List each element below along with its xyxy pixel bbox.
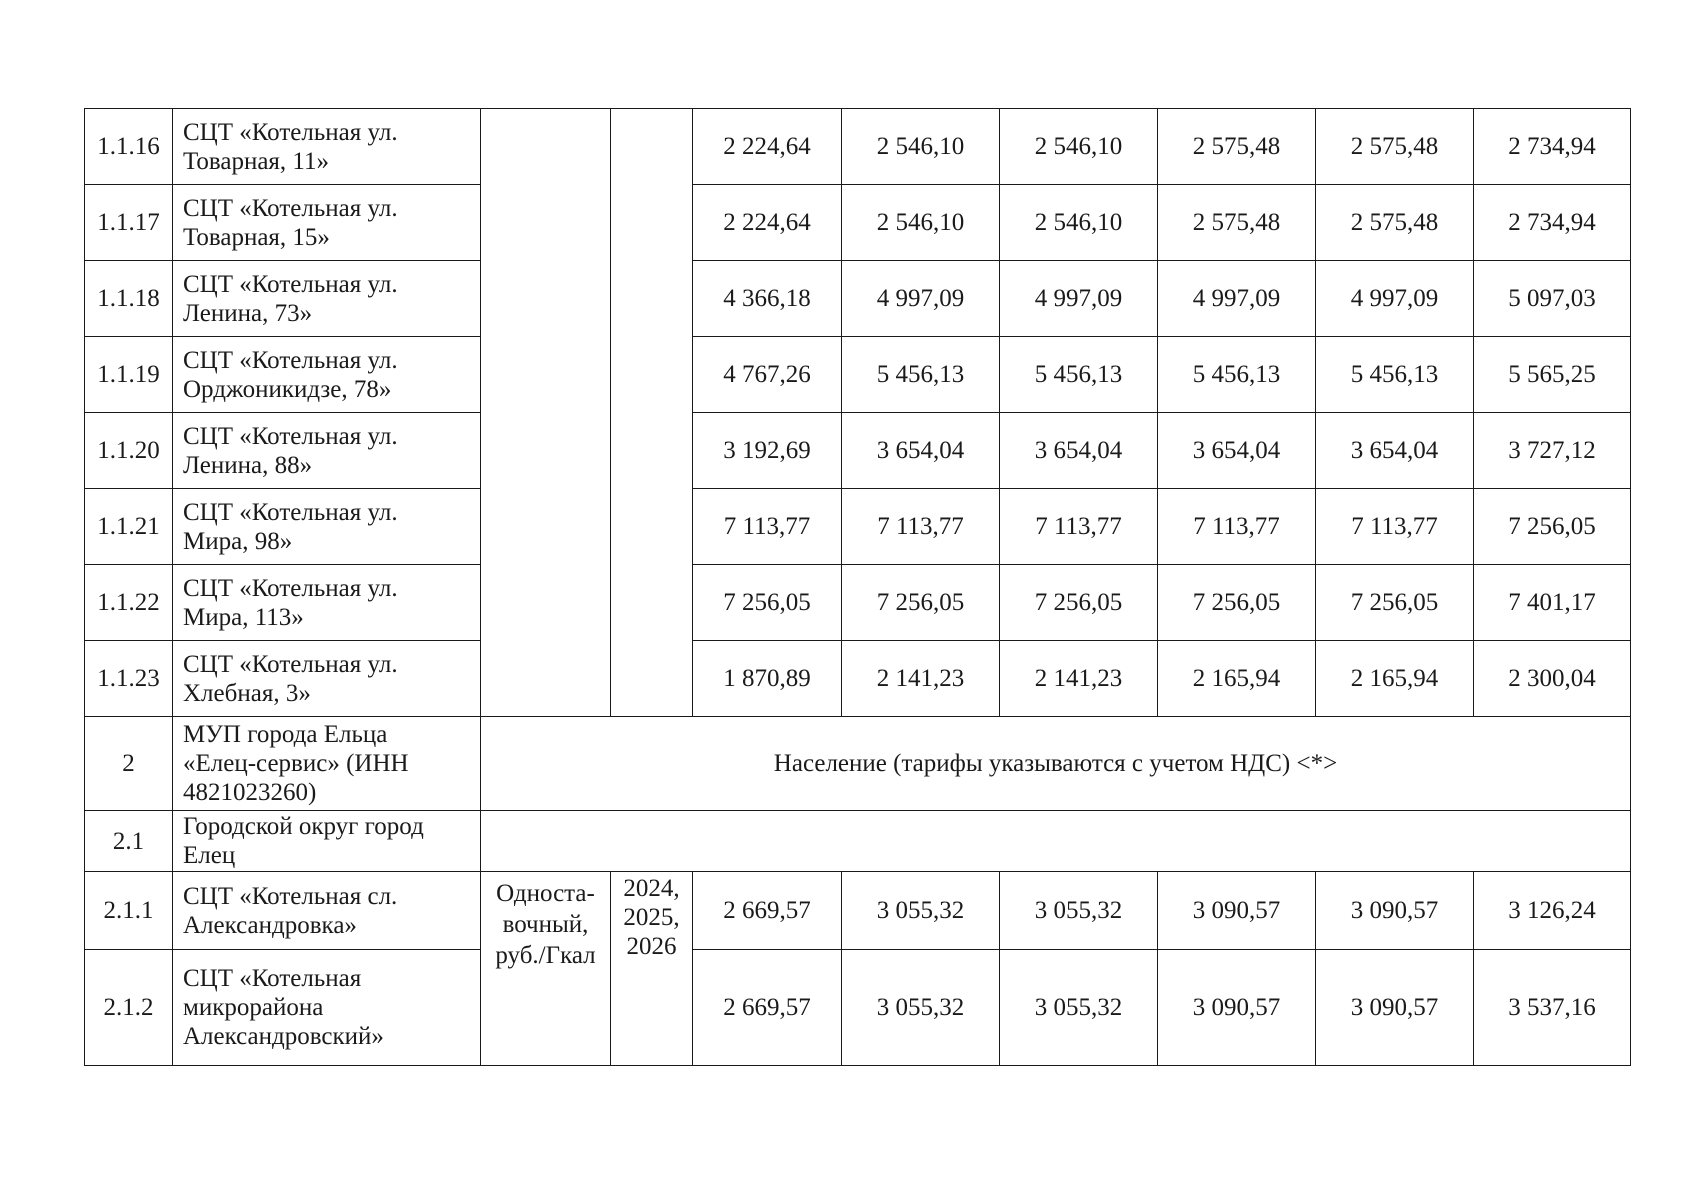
population-note: Население (тарифы указываются с учетом НДС) <*> [481, 717, 1631, 811]
tariff-value: 2 165,94 [1158, 641, 1316, 717]
tariff-value: 7 256,05 [693, 565, 842, 641]
tariff-value: 2 546,10 [842, 185, 1000, 261]
tariff-value: 3 654,04 [1158, 413, 1316, 489]
tariff-value: 4 366,18 [693, 261, 842, 337]
table-row [85, 261, 1631, 337]
tariff-value: 1 870,89 [693, 641, 842, 717]
tariff-value: 4 997,09 [1000, 261, 1158, 337]
table-row [85, 565, 1631, 641]
row-name: СЦТ «Котельная ул. Мира, 113» [173, 565, 481, 641]
tariff-value: 4 997,09 [1158, 261, 1316, 337]
tariff-value: 3 055,32 [1000, 872, 1158, 950]
tariff-value: 2 669,57 [693, 950, 842, 1066]
tariff-value: 3 126,24 [1474, 872, 1631, 950]
row-number: 1.1.23 [85, 641, 173, 717]
tariff-value: 5 456,13 [1000, 337, 1158, 413]
row-name: СЦТ «Котельная ул. Ленина, 73» [173, 261, 481, 337]
tariff-value: 3 537,16 [1474, 950, 1631, 1066]
tariff-value: 4 767,26 [693, 337, 842, 413]
table-row [85, 413, 1631, 489]
tariff-table [84, 108, 1631, 1066]
tariff-value: 3 055,32 [842, 950, 1000, 1066]
tariff-value: 3 055,32 [1000, 950, 1158, 1066]
table-row [85, 641, 1631, 717]
row-number: 2.1.1 [85, 872, 173, 950]
tariff-value: 2 734,94 [1474, 109, 1631, 185]
district-empty [481, 811, 1631, 872]
tariff-value: 3 055,32 [842, 872, 1000, 950]
row-number: 1.1.21 [85, 489, 173, 565]
tariff-value: 5 456,13 [1316, 337, 1474, 413]
table-row-organization [85, 717, 1631, 811]
row-number: 1.1.18 [85, 261, 173, 337]
tariff-value: 5 456,13 [842, 337, 1000, 413]
tariff-value: 7 113,77 [1000, 489, 1158, 565]
tariff-value: 7 401,17 [1474, 565, 1631, 641]
tariff-value: 2 546,10 [1000, 185, 1158, 261]
tariff-value: 3 654,04 [1000, 413, 1158, 489]
tariff-value: 5 097,03 [1474, 261, 1631, 337]
tariff-value: 3 192,69 [693, 413, 842, 489]
row-name: СЦТ «Котельная ул. Мира, 98» [173, 489, 481, 565]
row-number: 2.1.2 [85, 950, 173, 1066]
tariff-value: 2 224,64 [693, 185, 842, 261]
row-number: 1.1.20 [85, 413, 173, 489]
tariff-value: 5 565,25 [1474, 337, 1631, 413]
tariff-value: 7 113,77 [842, 489, 1000, 565]
tariff-value: 2 546,10 [842, 109, 1000, 185]
tariff-value: 7 256,05 [1158, 565, 1316, 641]
tariff-value: 7 113,77 [1316, 489, 1474, 565]
table-row [85, 337, 1631, 413]
tariff-value: 2 141,23 [1000, 641, 1158, 717]
tariff-value: 2 224,64 [693, 109, 842, 185]
tariff-unit: Односта- вочный, руб./Гкал [481, 872, 611, 1066]
row-number: 1.1.22 [85, 565, 173, 641]
tariff-value: 7 113,77 [1158, 489, 1316, 565]
row-name: СЦТ «Котельная ул. Хлебная, 3» [173, 641, 481, 717]
tariff-value: 2 575,48 [1316, 109, 1474, 185]
tariff-value: 4 997,09 [1316, 261, 1474, 337]
tariff-value: 3 090,57 [1158, 950, 1316, 1066]
tariff-value: 3 090,57 [1316, 872, 1474, 950]
tariff-value: 2 141,23 [842, 641, 1000, 717]
tariff-value: 3 654,04 [842, 413, 1000, 489]
row-name: СЦТ «Котельная микрорайона Александровский» [173, 950, 481, 1066]
tariff-value: 2 734,94 [1474, 185, 1631, 261]
tariff-value: 7 256,05 [1316, 565, 1474, 641]
row-number: 1.1.17 [85, 185, 173, 261]
tariff-value: 2 575,48 [1158, 185, 1316, 261]
tariff-value: 7 256,05 [842, 565, 1000, 641]
tariff-years: 2024, 2025, 2026 [611, 872, 693, 1066]
row-name: СЦТ «Котельная ул. Орджоникидзе, 78» [173, 337, 481, 413]
table-row [85, 872, 1631, 950]
row-name: СЦТ «Котельная ул. Товарная, 11» [173, 109, 481, 185]
tariff-value: 3 090,57 [1316, 950, 1474, 1066]
table-row [85, 185, 1631, 261]
table-row-district [85, 811, 1631, 872]
table-row [85, 489, 1631, 565]
row-number: 1.1.16 [85, 109, 173, 185]
tariff-value: 3 654,04 [1316, 413, 1474, 489]
years-cell-empty [611, 109, 693, 717]
district-name: Городской округ город Елец [173, 811, 481, 872]
table-row [85, 950, 1631, 1066]
row-number: 2 [85, 717, 173, 811]
tariff-value: 2 165,94 [1316, 641, 1474, 717]
tariff-value: 3 090,57 [1158, 872, 1316, 950]
organization-name: МУП города Ельца «Елец-сервис» (ИНН 4821023260) [173, 717, 481, 811]
tariff-value: 3 727,12 [1474, 413, 1631, 489]
row-number: 1.1.19 [85, 337, 173, 413]
tariff-value: 2 546,10 [1000, 109, 1158, 185]
table-row [85, 109, 1631, 185]
tariff-value: 2 300,04 [1474, 641, 1631, 717]
tariff-value: 7 256,05 [1474, 489, 1631, 565]
row-name: СЦТ «Котельная ул. Ленина, 88» [173, 413, 481, 489]
row-number: 2.1 [85, 811, 173, 872]
tariff-value: 2 669,57 [693, 872, 842, 950]
tariff-value: 2 575,48 [1316, 185, 1474, 261]
tariff-value: 4 997,09 [842, 261, 1000, 337]
tariff-value: 5 456,13 [1158, 337, 1316, 413]
tariff-value: 7 256,05 [1000, 565, 1158, 641]
tariff-value: 2 575,48 [1158, 109, 1316, 185]
row-name: СЦТ «Котельная ул. Товарная, 15» [173, 185, 481, 261]
tariff-value: 7 113,77 [693, 489, 842, 565]
unit-cell-empty [481, 109, 611, 717]
row-name: СЦТ «Котельная сл. Александровка» [173, 872, 481, 950]
